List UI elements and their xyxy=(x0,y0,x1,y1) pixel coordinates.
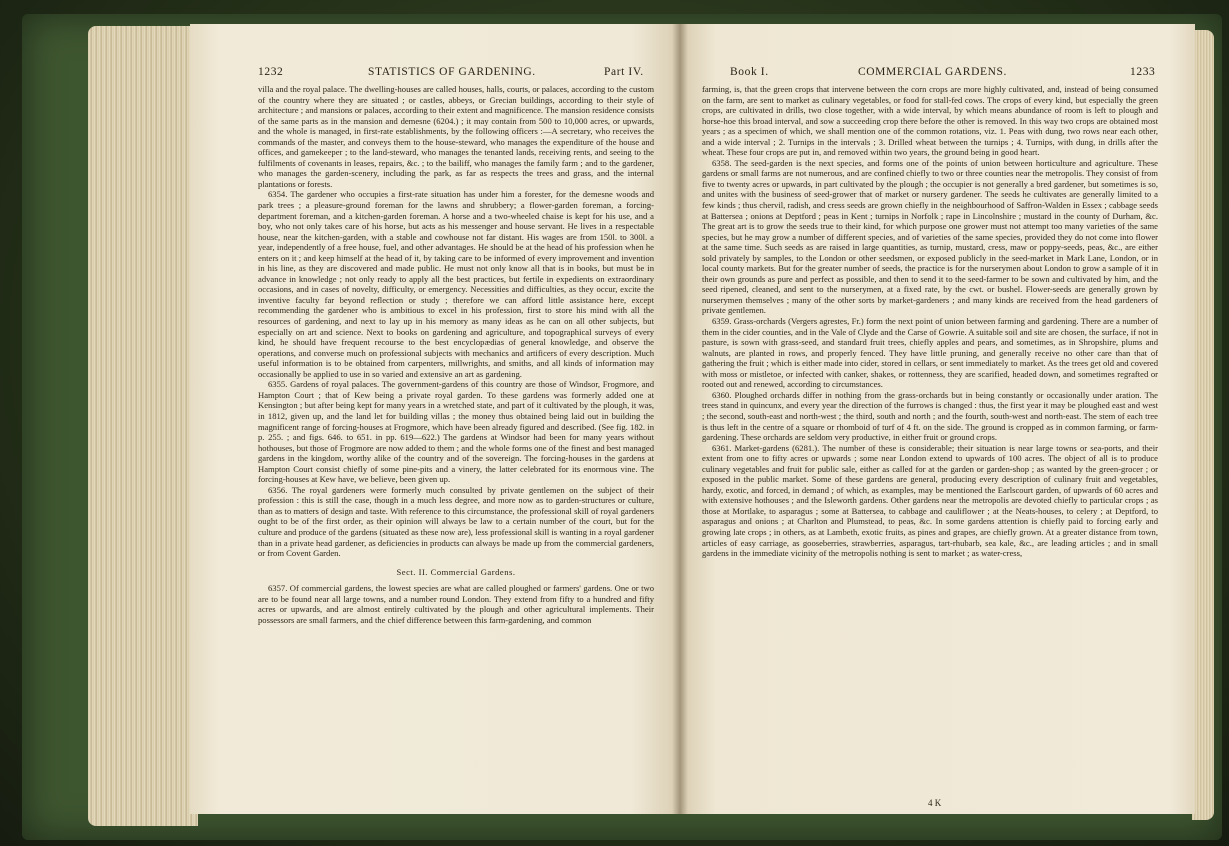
right-page xyxy=(680,24,1195,814)
right-page-number: 1233 xyxy=(1130,66,1156,78)
left-page-number: 1232 xyxy=(258,66,284,78)
paragraph: 6357. Of commercial gardens, the lowest species are what are called ploughed or farmers' gardens. One or two are to be found near all large towns, and a number round London. They extend from fifty to a hundred and fifty acres or upwards, and are almost entirely cultivated by the plough and other agricultural implements. Their possessors are small farmers, and the chief difference between this farm-gardening, and common xyxy=(258,583,654,625)
page-edges-right xyxy=(1192,30,1214,820)
signature-mark: 4 K xyxy=(928,798,942,808)
paragraph: 6355. Gardens of royal palaces. The government-gardens of this country are those of Windsor, Frogmore, and Hampton Court ; that of Kew being a private royal garden. To these gardens was formerly added one at Kensington ; but after being kept for many years in a wretched state, and part of it cultivated by the plough, it was, in 1812, given up, and the land let for building villas ; the money thus obtained being laid out in building the magnificent range of forcing-houses at Frogmore, which have been already figured and described. (See fig. 182. in p. 255. ; and figs. 646. to 651. in pp. 619—622.) The gardens at Windsor had been for many years without hothouses, but those of Frogmore are now added to them ; and the whole forms one of the finest and best managed gardens in the kingdom, worthy alike of the country and of the sovereign. The forcing-houses in the gardens at Hampton Court consist chiefly of some pine-pits and a vinery, the latter celebrated for its enormous vine. The forcing-houses at Kew have, we believe, been given up. xyxy=(258,379,654,485)
paragraph: 6360. Ploughed orchards differ in nothing from the grass-orchards but in being constantly or occasionally under aration. The trees stand in quincunx, and every year the direction of the furrows is changed : thus, the first year it may be ploughed east and west ; the second, south-east and north-west ; the third, south and north ; and the fourth, south-west and north-east. The stem of each tree is thus left in the centre of a square or rhomboid of turf of 4 ft. on the side. The ground is cropped as in common farming, or farm-gardening. These orchards are seldom very productive, in either fruit or ground crops. xyxy=(702,389,1158,443)
section-heading: Sect. II. Commercial Gardens. xyxy=(396,566,516,577)
paragraph: 6359. Grass-orchards (Vergers agrestes, Fr.) form the next point of union between farming and gardening. There are a number of them in the cider counties, and in the Vale of Clyde and the Carse of Gowrie. A suitable soil and site are chosen, the surface, if not in pasture, is sown with grass-seed, and standard fruit trees, chiefly apples and pears, and sometimes, as in Shropshire, plums and walnuts, are planted in rows, and properly fenced. They have little pruning, and generally receive no other care than that of gathering the fruit ; which is either made into cider, stored in cellars, or sent immediately to market. As the trees get old and covered with moss or mistletoe, or infected with canker, shakes, or rottenness, they are scarified, headed down, and sometimes regrafted or rooted out and renewed, according to circumstances. xyxy=(702,316,1158,390)
paragraph: villa and the royal palace. The dwelling-houses are called houses, halls, courts, or palaces, according to the custom of the country where they are situated ; or castles, abbeys, or Grecian buildings, according to their style of architecture ; and mansions or palaces, according to their extent and magnificence. The mansion residence consists of the same parts as in the mansion and demesne (6204.) ; it may contain from 500 to 10,000 acres, or upwards, and the whole is managed, in first-rate establishments, by the following officers :—A secretary, who receives the commands of the master, and conveys them to the house-steward, who manages the expenditure of the house and offices, and gamekeeper ; to the land-steward, who manages the tenanted lands, receiving rents, and seeing to the fulfilments of covenants in leases, repairs, &c. ; to the bailiff, who manages the family farm ; and to the gardener, who manages the garden-scenery, including the park, as far as respects the trees and grass, and the internal plantations or forests. xyxy=(258,84,654,189)
book-gutter xyxy=(672,24,688,814)
left-page xyxy=(190,24,680,814)
right-book-label: Book I. xyxy=(730,66,769,78)
paragraph: 6358. The seed-garden is the next species, and forms one of the points of union between horticulture and agriculture. These gardens or small farms are not numerous, and are confined chiefly to two or three counties near the metropolis. They consist of from five to twenty acres or upwards, in part cultivated by the plough ; the occupier is not generally a bred gardener, but sometimes is so, and unites with the business of seed-grower that of market or nursery gardener. The seeds he cultivates are generally limited to a few kinds ; thus chervil, radish, and cress seeds are grown chiefly in the neighbourhood of Saffron-Walden in Essex ; cabbage seeds at Battersea ; onions at Deptford ; peas in Kent ; turnips in Norfolk ; rape in Lincolnshire ; mustard in the county of Durham, &c. The great art is to grow the seeds true to their kind, for which purpose one grower must not attempt too many varieties of the same species, but he may grow a number of different species, and of varieties of the same species, provided they do not come into flower at the same time. Such seeds as are raised in large quantities, as turnip, mustard, cress, maw or poppy-seeds, peas, &c., are either sold privately by samples, to the London or other seedsmen, or exposed publicly in the seed-market in Mark Lane, London, or in local county markets. But for the greater number of seeds, the practice is for the nurserymen about London to grow a sample of it in their own grounds as pure and perfect as possible, and then to send it to the seed-farmer to be sown and cultivated by him, and the seed ripened, cleaned, and sent to the nurserymen, at a fixed rate, by the cwt. or bushel. Flower-seeds are generally grown by nurserymen themselves ; many of the other sorts by market-gardeners ; and many kinds are received from the head gardeners of private gentlemen. xyxy=(702,157,1158,316)
paragraph: farming, is, that the green crops that intervene between the corn crops are more highly cultivated, and, instead of being consumed on the farm, are sent to market as culinary vegetables, or food for stall-fed cows. The crops of every kind, but especially the green crops, are cultivated in drills, two close together, with a wide interval, by which means abundance of room is left to plough and horse-hoe this broad interval, and sow a succeeding crop there before the other is removed. In this way two crops are obtained most years ; as a specimen of which, we shall mention one of the common rotations, viz. 1. Peas with dung, two rows near each other, and a wide interval ; 2. Turnips in the intervals ; 3. Drilled wheat between the turnips ; 4. Turnips, with dung, in drills after the wheat. These four crops are put in, and removed within two years, the ground being in good heart. xyxy=(702,84,1158,158)
paragraph: 6361. Market-gardens (6281.). The number of these is considerable; their situation is near large towns or sea-ports, and their extent from one to fifty acres or upwards ; some near London extend to upwards of 100 acres. The object of all is to produce culinary vegetables and fruit for public sale, either as called for at the garden or garden-shop ; as wanted by the green-grocer ; or exposed in the public market. Some of these gardens are general, producing every description of culinary fruit and vegetables, hardy, exotic, and forced, in demand ; of which, as examples, may be mentioned the Earlscourt garden, of upwards of 60 acres and with extensive hothouses ; and the Isleworth gardens. Other gardens near the metropolis are devoted chiefly to particular crops ; as those at Mortlake, to asparagus ; some at Battersea, to cabbage and cauliflower ; at the Neats-houses, to celery ; at Deptford, to asparagus and onions ; at Charlton and Plumstead, to peas, &c. In some gardens attention is chiefly paid to forcing early and growing late crops ; in others, as at Lambeth, exotic fruits, as pines and grapes, are chiefly grown. At a greater distance from town, articles of easy carriage, as gooseberries, strawberries, asparagus, tart-rhubarb, sea kale, &c., are leading articles ; and in small gardens in the immediate vicinity of the metropolis nothing is sent to market ; as water-cress, xyxy=(702,442,1158,559)
right-text-column xyxy=(702,84,1158,559)
left-part-label: Part IV. xyxy=(604,66,644,78)
right-running-head: COMMERCIAL GARDENS. xyxy=(858,66,1007,78)
paragraph: 6354. The gardener who occupies a first-rate situation has under him a forester, for the demesne woods and park trees ; a pleasure-ground foreman for the lawns and shrubbery; a flower-garden foreman, a forcing-department foreman, and a kitchen-garden foreman. A horse and a two-wheeled chaise is kept for his use, and a boy, who not only takes care of his horse, but acts as his messenger and house servant. He lives in a respectable house, near the kitchen-garden, with a stable and cowhouse not far distant. His wages are from 150l. to 300l. a year, independently of a free house, fuel, and other advantages. He should be at the head of his profession when he enters on it ; and keep himself at the head of it, by taking care to be informed of every improvement and invention in his line, as they are discovered and made public. He must not only know all that is in books, but must be in advance in knowledge ; not only ready to apply all the best practices, but fertile in expedients on extraordinary occasions, and in cases of novelty, difficulty, or emergency. Necessities and difficulties, as they occur, excite the inventive faculty far beyond reflection or study ; therefore we can afford little assistance here, except recommending the gardener who is ambitious to excel in his profession, first to store his mind with all the resources of gardening, and next to lay up in his memory as many ideas as he can on all other subjects, but especially on art and science. Next to books on gardening and agriculture, and topographical surveys of every kind, he should have frequent recourse to the best encyclopædias of general knowledge, and observe the operations, and converse much on professional subjects with mechanics and artificers of every description. Much useful information is to be obtained from carpenters, millwrights, and smiths, and all kinds of information may occasionally be applied to use in so varied and extensive an art as gardening. xyxy=(258,189,654,379)
paragraph: 6356. The royal gardeners were formerly much consulted by private gentlemen on the subject of their profession : this is still the case, though in a much less degree, and more now as to garden-structures or culture, than as to matters of design and taste. With reference to this circumstance, the professional skill of royal gardeners ought to be of the first order, as their opinion will always be law to a certain number of the court, but for the culture and produce of the gardens (situated as these now are), less professional skill is wanting in a royal gardener than in a private head gardener, as deficiencies in products can always be made up from the commercial gardeners, or from Covent Garden. xyxy=(258,484,654,559)
left-text-column xyxy=(258,84,654,625)
page-edges-left xyxy=(88,26,198,826)
left-running-head: STATISTICS OF GARDENING. xyxy=(368,66,536,78)
